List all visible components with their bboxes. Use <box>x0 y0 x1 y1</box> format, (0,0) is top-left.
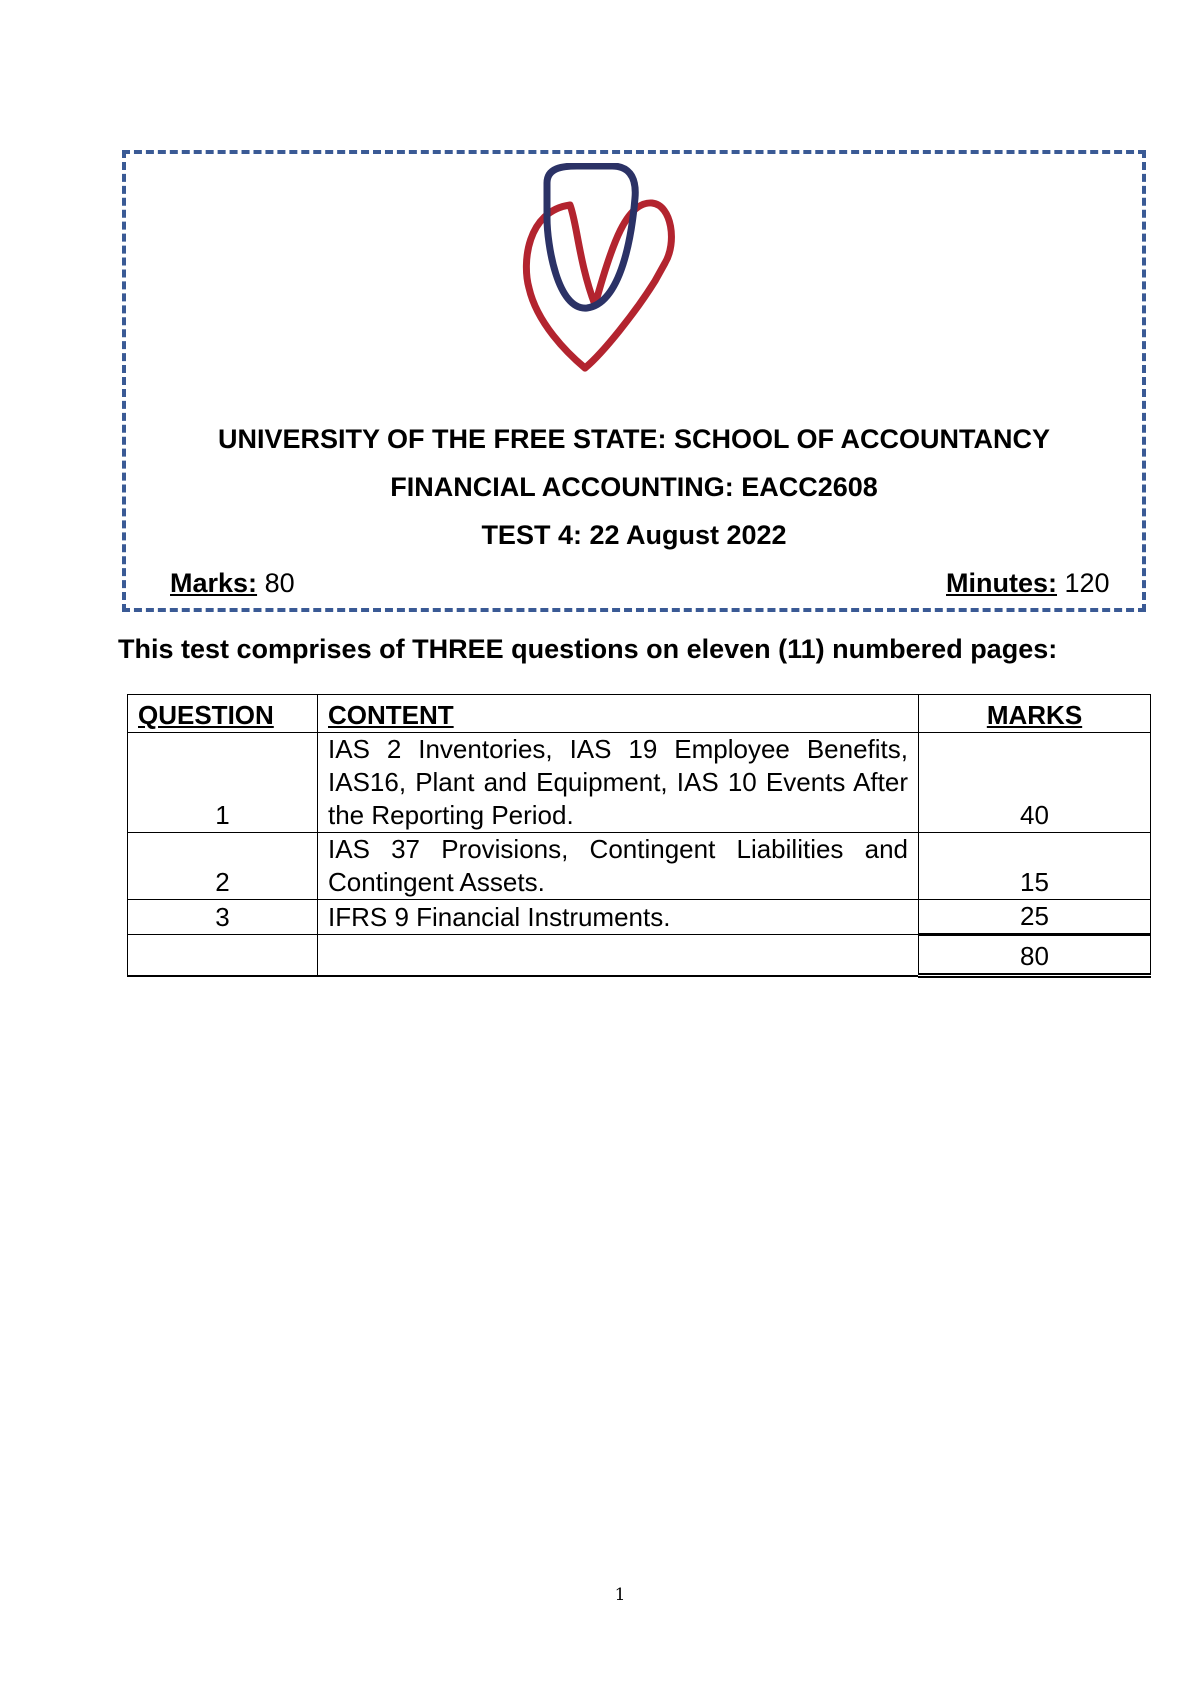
table-row <box>128 733 1151 833</box>
question-marks: 40 <box>919 733 1151 833</box>
question-marks: 25 <box>919 900 1151 935</box>
question-content: IFRS 9 Financial Instruments. <box>318 900 919 935</box>
marks-value: 80 <box>264 568 295 598</box>
question-number: 3 <box>128 900 318 935</box>
header-content: CONTENT <box>318 695 919 733</box>
minutes-label: Minutes: <box>946 568 1057 598</box>
question-number: 2 <box>128 833 318 900</box>
question-content: IAS 2 Inventories, IAS 19 Employee Benefits, IAS16, Plant and Equipment, IAS 10 Events After the Reporting Period. <box>318 733 919 833</box>
marks-label: Marks: <box>170 568 258 598</box>
table-row <box>128 900 1151 935</box>
minutes-value: 120 <box>1064 568 1110 598</box>
total-empty-cell <box>318 935 919 976</box>
questions-table <box>127 694 1151 978</box>
test-title: TEST 4: 22 August 2022 <box>481 520 787 550</box>
ufs-heart-logo-icon <box>507 163 677 373</box>
header-marks: MARKS <box>919 695 1151 733</box>
question-content: IAS 37 Provisions, Contingent Liabilities and Contingent Assets. <box>318 833 919 900</box>
marks-info <box>170 568 295 599</box>
header-question: QUESTION <box>128 695 318 733</box>
table-header-row <box>128 695 1151 733</box>
minutes-info <box>946 568 1110 599</box>
question-number: 1 <box>128 733 318 833</box>
total-empty-cell <box>128 935 318 976</box>
total-row <box>128 935 1151 976</box>
course-title: FINANCIAL ACCOUNTING: EACC2608 <box>390 472 878 502</box>
page-number: 1 <box>614 1585 626 1605</box>
university-title: UNIVERSITY OF THE FREE STATE: SCHOOL OF ACCOUNTANCY <box>217 424 1051 454</box>
question-marks: 15 <box>919 833 1151 900</box>
table-row <box>128 833 1151 900</box>
intro-text: This test comprises of THREE questions on eleven (11) numbered pages: <box>118 634 1058 664</box>
total-marks: 80 <box>919 935 1151 976</box>
